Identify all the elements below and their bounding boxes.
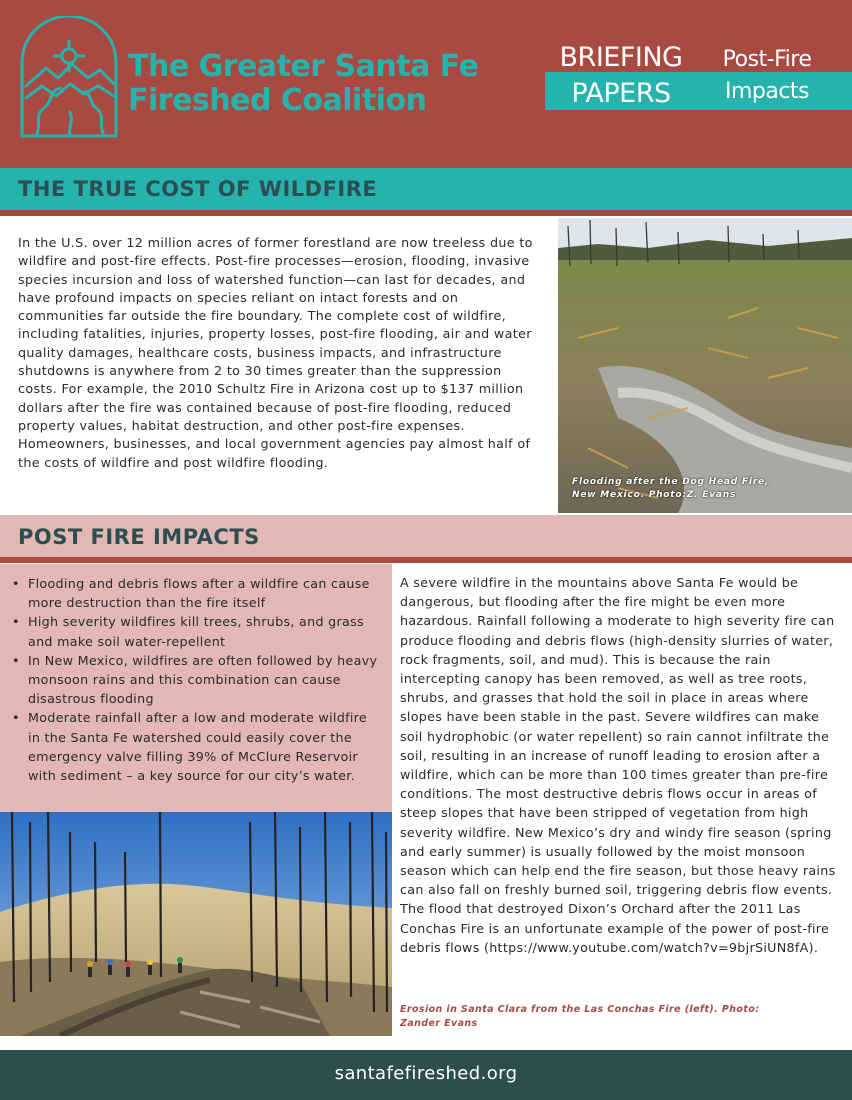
briefing-papers-label <box>556 40 686 112</box>
briefing-label-line2: PAPERS <box>571 78 671 109</box>
flood-photo-caption <box>572 476 769 502</box>
organization-name-line2: Fireshed Coalition <box>128 83 427 118</box>
topic-label-line1: Post-Fire <box>722 47 812 72</box>
list-item: • Moderate rainfall after a low and moderate wildfire in the Santa Fe watershed could easily cover the emergency valve filling 39% of McClure Reservoir with sediment – a key source for our city’s water. <box>10 708 382 785</box>
erosion-photo-caption-line1: Erosion in Santa Clara from the Las Conchas Fire (left). Photo: <box>400 1004 760 1015</box>
flood-photo-image <box>558 218 852 513</box>
organization-name-line1: The Greater Santa Fe <box>128 49 479 84</box>
erosion-photo-image <box>0 812 392 1036</box>
section-title-post-fire: POST FIRE IMPACTS <box>18 525 260 549</box>
list-item: • High severity wildfires kill trees, shrubs, and grass and make soil water-repellent <box>10 612 382 650</box>
erosion-photo-caption <box>400 1003 820 1031</box>
flood-photo-caption-line2: New Mexico. Photo:Z. Evans <box>572 490 737 500</box>
post-fire-paragraph: A severe wildfire in the mountains above Santa Fe would be dangerous, but flooding after the fire might be even more hazardous. Rainfall following a moderate to high severity fire can produce flooding and debris flows (high-density slurries of water, rock fragments, soil, and mud). This is because the rain intercepting canopy has been removed, as well as tree roots, shrubs, and grasses that hold the soil in place in areas where slopes have been stable in the past. Severe wildfires can make soil hydrophobic (or water repellent) so rain cannot infiltrate the soil, resulting in an increase of runoff leading to erosion after a wildfire, which can be more than 100 times greater than pre-fire conditions. The most destructive debris flows occur in areas of steep slopes that have been stripped of vegetation from high severity wildfire. New Mexico’s dry and windy fire season (spring and early summer) is usually followed by the moist monsoon season which can help end the fire season, but those heavy rains can also fall on freshly burned soil, triggering debris flow events. The flood that destroyed Dixon’s Orchard after the 2011 Las Conchas Fire is an unfortunate example of the power of post-fire debris flows (https://www.youtube.com/watch?v=9bjrSiUN8fA). <box>400 575 836 955</box>
topic-label <box>708 44 826 108</box>
section-title-true-cost: THE TRUE COST OF WILDFIRE <box>18 177 378 201</box>
erosion-photo-caption-line2: Zander Evans <box>400 1018 478 1029</box>
list-item: • In New Mexico, wildfires are often followed by heavy monsoon rains and this combination can cause disastrous flooding <box>10 651 382 709</box>
erosion-photo <box>0 812 392 1036</box>
list-item: • Flooding and debris flows after a wildfire can cause more destruction than the fire itself <box>10 574 382 612</box>
intro-paragraph: In the U.S. over 12 million acres of former forestland are now treeless due to wildfire and post-fire effects. Post-fire processes—erosion, flooding, invasive species incursion and loss of watershed function—can last for decades, and have profound impacts on species reliant on intact forests and on communities far outside the fire boundary. The complete cost of wildfire, including fatalities, injuries, property losses, post-fire flooding, air and water quality damages, healthcare costs, business impacts, and infrastructure shutdowns is anywhere from 2 to 30 times greater than the suppression costs. For example, the 2010 Schultz Fire in Arizona cost up to $137 million dollars after the fire was contained because of post-fire flooding, reduced property values, habitat destruction, and other post-fire expenses. Homeowners, businesses, and local government agencies pay almost half of the costs of wildfire and post wildfire flooding. <box>18 235 533 470</box>
website-link[interactable]: santafefireshed.org <box>334 1063 518 1084</box>
fireshed-logo-icon <box>18 16 120 138</box>
topic-label-line2: Impacts <box>724 79 810 104</box>
briefing-label-line1: BRIEFING <box>559 42 683 73</box>
flood-photo-caption-line1: Flooding after the Dog Head Fire, <box>572 477 770 487</box>
organization-name <box>128 50 478 118</box>
section-divider <box>0 557 852 563</box>
section-divider <box>0 210 852 216</box>
key-points-list <box>10 574 382 785</box>
flood-photo <box>558 218 852 513</box>
